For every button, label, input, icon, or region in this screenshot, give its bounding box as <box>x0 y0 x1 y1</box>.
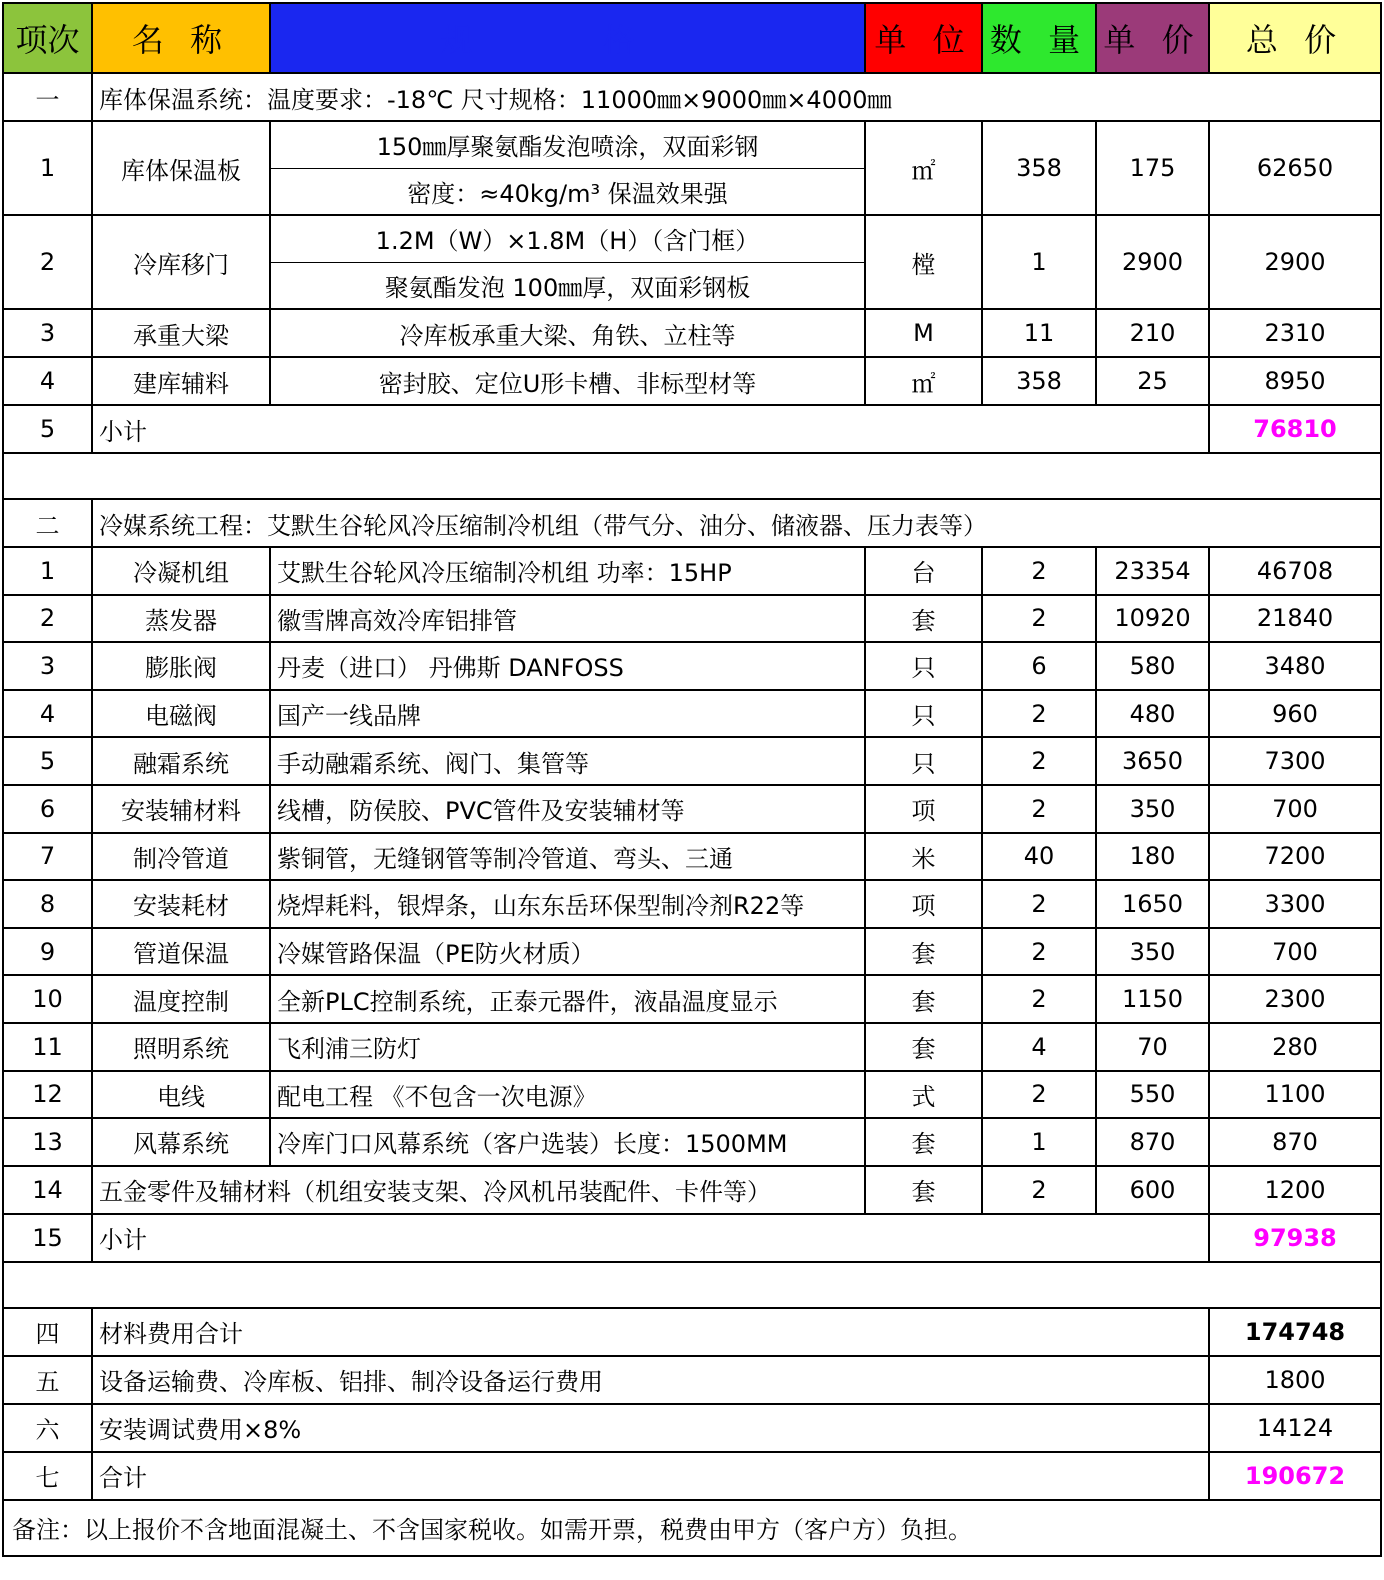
spacer-cell <box>3 453 1381 499</box>
summary-row <box>3 1404 1381 1452</box>
item-name: 制冷管道 <box>92 833 270 881</box>
item-name: 冷凝机组 <box>92 547 270 595</box>
summary-label: 设备运输费、冷库板、铝排、制冷设备运行费用 <box>92 1356 1209 1404</box>
subtotal-label: 小计 <box>92 405 1209 453</box>
item-total: 8950 <box>1209 357 1381 405</box>
item-number: 2 <box>3 215 92 309</box>
table-row <box>3 1071 1381 1119</box>
summary-value: 14124 <box>1209 1404 1381 1452</box>
item-name: 安装耗材 <box>92 880 270 928</box>
quotation-table <box>2 2 1382 1557</box>
item-unit: M <box>865 309 982 357</box>
item-number: 5 <box>3 737 92 785</box>
item-qty: 11 <box>982 309 1096 357</box>
item-number: 2 <box>3 595 92 643</box>
summary-row <box>3 1452 1381 1500</box>
summary-label: 合计 <box>92 1452 1209 1500</box>
item-unit: 米 <box>865 833 982 881</box>
table-row <box>3 595 1381 643</box>
item-name: 照明系统 <box>92 1023 270 1071</box>
item-unit: 套 <box>865 595 982 643</box>
table-row <box>3 1166 1381 1214</box>
item-number: 3 <box>3 309 92 357</box>
item-unit: 只 <box>865 737 982 785</box>
item-number: 1 <box>3 547 92 595</box>
item-qty: 40 <box>982 833 1096 881</box>
item-number: 15 <box>3 1214 92 1262</box>
item-number: 14 <box>3 1166 92 1214</box>
table-row <box>3 547 1381 595</box>
summary-row <box>3 1308 1381 1356</box>
item-name: 建库辅料 <box>92 357 270 405</box>
item-price: 580 <box>1096 642 1209 690</box>
item-qty: 2 <box>982 1166 1096 1214</box>
item-unit: 只 <box>865 690 982 738</box>
item-spec: 徽雪牌高效冷库铝排管 <box>270 595 865 643</box>
item-unit: 项 <box>865 785 982 833</box>
spacer-cell <box>3 1262 1381 1308</box>
summary-value: 190672 <box>1209 1452 1381 1500</box>
item-qty: 2 <box>982 1071 1096 1119</box>
item-total: 280 <box>1209 1023 1381 1071</box>
item-qty: 6 <box>982 642 1096 690</box>
item-qty: 358 <box>982 121 1096 215</box>
item-total: 870 <box>1209 1118 1381 1166</box>
item-total: 960 <box>1209 690 1381 738</box>
summary-value: 174748 <box>1209 1308 1381 1356</box>
item-total: 62650 <box>1209 121 1381 215</box>
item-unit: 台 <box>865 547 982 595</box>
table-row <box>3 215 1381 262</box>
section-title: 库体保温系统：温度要求：-18℃ 尺寸规格：11000㎜×9000㎜×4000㎜ <box>92 73 1381 121</box>
item-spec: 密度：≈40kg/m³ 保温效果强 <box>270 168 865 215</box>
note-row <box>3 1500 1381 1556</box>
item-total: 2300 <box>1209 975 1381 1023</box>
item-price: 2900 <box>1096 215 1209 309</box>
item-qty: 1 <box>982 215 1096 309</box>
item-name: 库体保温板 <box>92 121 270 215</box>
table-row <box>3 737 1381 785</box>
item-number: 6 <box>3 785 92 833</box>
item-price: 175 <box>1096 121 1209 215</box>
item-number: 4 <box>3 357 92 405</box>
item-price: 480 <box>1096 690 1209 738</box>
table-row <box>3 975 1381 1023</box>
summary-number: 七 <box>3 1452 92 1500</box>
header-spec: 规 格 <box>270 3 865 73</box>
header-name: 名 称 <box>92 3 270 73</box>
item-number: 9 <box>3 928 92 976</box>
item-name: 五金零件及辅材料（机组安装支架、冷风机吊装配件、卡件等） <box>92 1166 865 1214</box>
item-spec: 紫铜管，无缝钢管等制冷管道、弯头、三通 <box>270 833 865 881</box>
item-number: 5 <box>3 405 92 453</box>
item-name: 蒸发器 <box>92 595 270 643</box>
summary-value: 1800 <box>1209 1356 1381 1404</box>
item-price: 550 <box>1096 1071 1209 1119</box>
item-unit: 樘 <box>865 215 982 309</box>
item-spec: 全新PLC控制系统，正泰元器件，液晶温度显示 <box>270 975 865 1023</box>
table-row <box>3 642 1381 690</box>
item-number: 13 <box>3 1118 92 1166</box>
item-name: 风幕系统 <box>92 1118 270 1166</box>
item-unit: 套 <box>865 975 982 1023</box>
item-spec: 国产一线品牌 <box>270 690 865 738</box>
item-total: 46708 <box>1209 547 1381 595</box>
item-name: 融霜系统 <box>92 737 270 785</box>
item-unit: 套 <box>865 1118 982 1166</box>
item-price: 350 <box>1096 785 1209 833</box>
subtotal-label: 小计 <box>92 1214 1209 1262</box>
item-qty: 1 <box>982 1118 1096 1166</box>
item-spec: 丹麦（进口） 丹佛斯 DANFOSS <box>270 642 865 690</box>
table-row <box>3 357 1381 405</box>
item-qty: 2 <box>982 880 1096 928</box>
header-total: 总 价 <box>1209 3 1381 73</box>
item-unit: 套 <box>865 1166 982 1214</box>
table-row <box>3 690 1381 738</box>
item-name: 温度控制 <box>92 975 270 1023</box>
summary-number: 四 <box>3 1308 92 1356</box>
item-total: 1100 <box>1209 1071 1381 1119</box>
item-spec: 冷媒管路保温（PE防火材质） <box>270 928 865 976</box>
item-price: 210 <box>1096 309 1209 357</box>
item-total: 7200 <box>1209 833 1381 881</box>
item-unit: ㎡ <box>865 121 982 215</box>
item-price: 25 <box>1096 357 1209 405</box>
item-qty: 2 <box>982 595 1096 643</box>
item-spec: 密封胶、定位U形卡槽、非标型材等 <box>270 357 865 405</box>
summary-label: 安装调试费用×8% <box>92 1404 1209 1452</box>
item-price: 350 <box>1096 928 1209 976</box>
header-item: 项次 <box>3 3 92 73</box>
summary-row <box>3 1356 1381 1404</box>
subtotal-row <box>3 1214 1381 1262</box>
subtotal-value: 76810 <box>1209 405 1381 453</box>
item-name: 承重大梁 <box>92 309 270 357</box>
table-row <box>3 785 1381 833</box>
item-number: 8 <box>3 880 92 928</box>
item-spec: 配电工程 《不包含一次电源》 <box>270 1071 865 1119</box>
item-unit: 套 <box>865 928 982 976</box>
item-qty: 2 <box>982 975 1096 1023</box>
table-row <box>3 1118 1381 1166</box>
item-total: 700 <box>1209 928 1381 976</box>
subtotal-value: 97938 <box>1209 1214 1381 1262</box>
table-row <box>3 121 1381 168</box>
item-qty: 358 <box>982 357 1096 405</box>
item-spec: 飞利浦三防灯 <box>270 1023 865 1071</box>
item-price: 10920 <box>1096 595 1209 643</box>
item-name: 管道保温 <box>92 928 270 976</box>
section-number: 二 <box>3 499 92 547</box>
item-price: 600 <box>1096 1166 1209 1214</box>
table-row <box>3 1023 1381 1071</box>
summary-number: 五 <box>3 1356 92 1404</box>
item-name: 安装辅材料 <box>92 785 270 833</box>
item-total: 2900 <box>1209 215 1381 309</box>
item-spec: 冷库门口风幕系统（客户选装）长度：1500MM <box>270 1118 865 1166</box>
item-name: 膨胀阀 <box>92 642 270 690</box>
item-name: 电磁阀 <box>92 690 270 738</box>
item-qty: 2 <box>982 547 1096 595</box>
item-spec: 手动融霜系统、阀门、集管等 <box>270 737 865 785</box>
item-qty: 2 <box>982 690 1096 738</box>
note-text: 备注：以上报价不含地面混凝土、不含国家税收。如需开票，税费由甲方（客户方）负担。 <box>3 1500 1381 1556</box>
item-price: 180 <box>1096 833 1209 881</box>
item-qty: 2 <box>982 737 1096 785</box>
item-unit: ㎡ <box>865 357 982 405</box>
item-number: 4 <box>3 690 92 738</box>
item-total: 7300 <box>1209 737 1381 785</box>
item-spec: 烧焊耗料，银焊条，山东东岳环保型制冷剂R22等 <box>270 880 865 928</box>
item-number: 10 <box>3 975 92 1023</box>
item-number: 12 <box>3 1071 92 1119</box>
item-price: 1150 <box>1096 975 1209 1023</box>
item-price: 1650 <box>1096 880 1209 928</box>
item-price: 3650 <box>1096 737 1209 785</box>
item-number: 11 <box>3 1023 92 1071</box>
spacer-row <box>3 1262 1381 1308</box>
summary-label: 材料费用合计 <box>92 1308 1209 1356</box>
item-total: 3300 <box>1209 880 1381 928</box>
section-title-row <box>3 499 1381 547</box>
item-qty: 4 <box>982 1023 1096 1071</box>
item-price: 70 <box>1096 1023 1209 1071</box>
item-total: 2310 <box>1209 309 1381 357</box>
item-spec: 聚氨酯发泡 100㎜厚，双面彩钢板 <box>270 262 865 309</box>
quotation-body <box>3 3 1381 1556</box>
section-title-row <box>3 73 1381 121</box>
header-row <box>3 3 1381 73</box>
header-price: 单 价 <box>1096 3 1209 73</box>
section-number: 一 <box>3 73 92 121</box>
item-name: 电线 <box>92 1071 270 1119</box>
item-unit: 套 <box>865 1023 982 1071</box>
item-total: 21840 <box>1209 595 1381 643</box>
subtotal-row <box>3 405 1381 453</box>
item-spec: 线槽，防侯胶、PVC管件及安装辅材等 <box>270 785 865 833</box>
item-unit: 式 <box>865 1071 982 1119</box>
item-total: 1200 <box>1209 1166 1381 1214</box>
item-price: 870 <box>1096 1118 1209 1166</box>
item-number: 7 <box>3 833 92 881</box>
summary-number: 六 <box>3 1404 92 1452</box>
header-qty: 数 量 <box>982 3 1096 73</box>
item-unit: 只 <box>865 642 982 690</box>
item-total: 3480 <box>1209 642 1381 690</box>
item-qty: 2 <box>982 785 1096 833</box>
item-qty: 2 <box>982 928 1096 976</box>
spacer-row <box>3 453 1381 499</box>
table-row <box>3 309 1381 357</box>
table-row <box>3 928 1381 976</box>
item-total: 700 <box>1209 785 1381 833</box>
item-spec: 冷库板承重大梁、角铁、立柱等 <box>270 309 865 357</box>
item-number: 3 <box>3 642 92 690</box>
table-row <box>3 833 1381 881</box>
section-title: 冷媒系统工程：艾默生谷轮风冷压缩制冷机组（带气分、油分、储液器、压力表等） <box>92 499 1381 547</box>
item-price: 23354 <box>1096 547 1209 595</box>
item-name: 冷库移门 <box>92 215 270 309</box>
table-row <box>3 880 1381 928</box>
item-number: 1 <box>3 121 92 215</box>
item-spec: 1.2M（W）×1.8M（H）（含门框） <box>270 215 865 262</box>
item-spec: 150㎜厚聚氨酯发泡喷涂，双面彩钢 <box>270 121 865 168</box>
header-unit: 单 位 <box>865 3 982 73</box>
item-unit: 项 <box>865 880 982 928</box>
item-spec: 艾默生谷轮风冷压缩制冷机组 功率：15HP <box>270 547 865 595</box>
